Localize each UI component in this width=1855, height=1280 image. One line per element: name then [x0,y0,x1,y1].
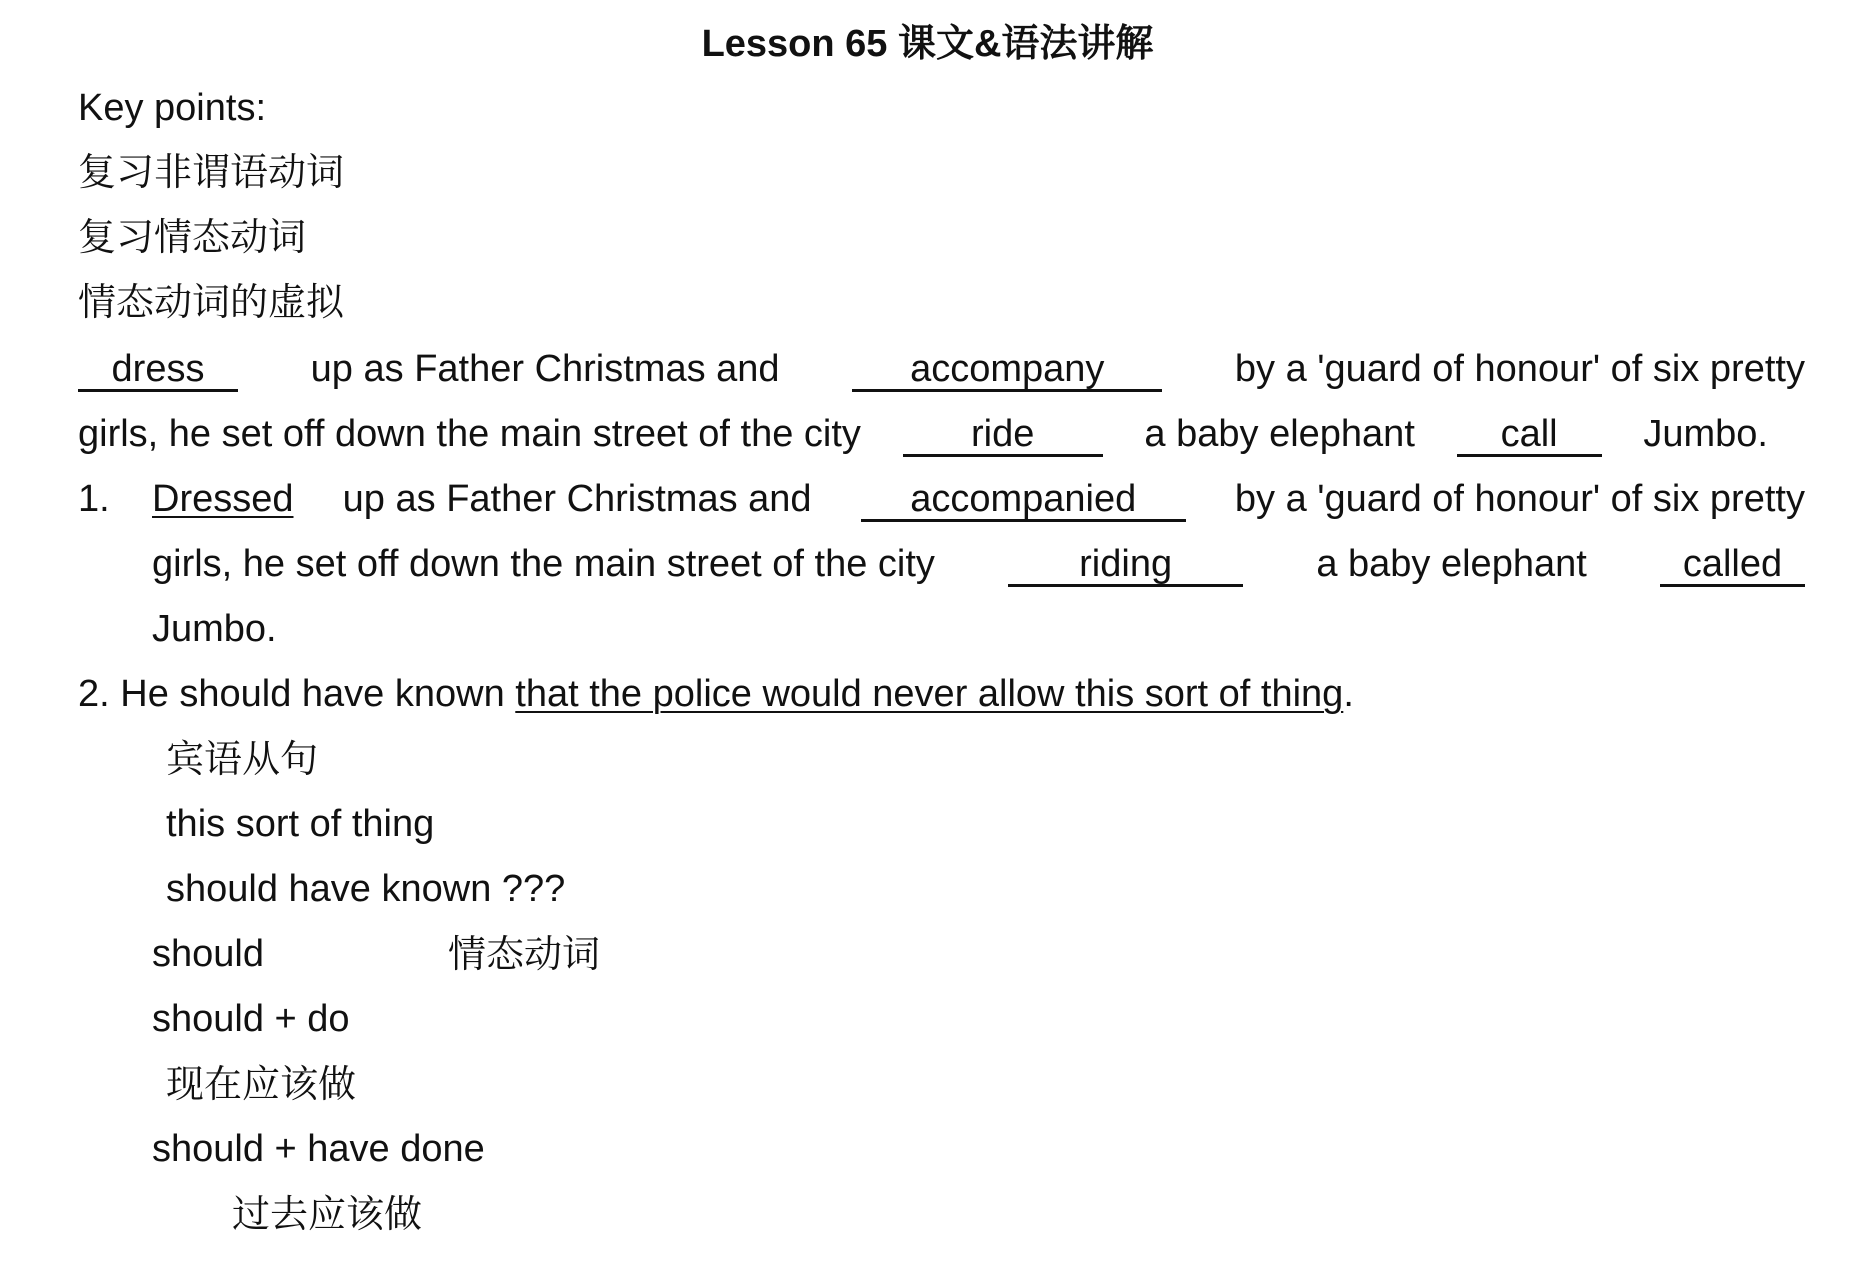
answer-text: up as Father Christmas and [342,478,812,520]
answer-word: Dressed [152,478,294,520]
answer-text: girls, he set off down the main street of the city [152,543,935,585]
key-point-item: 复习情态动词 [78,215,307,259]
note-line: should + have done [152,1128,485,1170]
note-line: should [152,933,264,975]
exercise-text: girls, he set off down the main street of the city [78,413,861,455]
note-line: 过去应该做 [232,1192,423,1236]
exercise-text: by a 'guard of honour' of six pretty [1234,348,1805,390]
exercise-text: a baby elephant [1144,413,1415,455]
answer2-suffix: . [1343,673,1354,715]
answer2-sentence [78,670,1354,718]
key-point-item: 情态动词的虚拟 [78,280,345,324]
exercise-blank: call [1457,414,1602,457]
exercise-text: up as Father Christmas and [310,348,780,390]
answer-blank: called [1660,544,1805,587]
key-points-label: Key points: [78,87,266,129]
lesson-title: Lesson 65 课文&语法讲解 [701,23,1154,65]
exercise-blank: ride [903,414,1103,457]
note-line: 情态动词 [448,932,601,976]
exercise-blank: dress [78,349,238,392]
answer1-line-1 [152,475,1805,523]
answer1-line-2 [152,540,1805,588]
exercise-line-1 [78,345,1805,393]
exercise-blank: accompany [852,349,1162,392]
answer-number: 1. [78,478,110,520]
key-point-item: 复习非谓语动词 [78,150,345,194]
note-line: should + do [152,998,350,1040]
note-line: should have known ??? [166,868,566,910]
exercise-text: Jumbo. [1643,413,1768,455]
answer-text: a baby elephant [1316,543,1587,585]
answer-blank: accompanied [861,479,1186,522]
note-line: 现在应该做 [166,1062,357,1106]
answer-text: by a 'guard of honour' of six pretty [1234,478,1805,520]
note-line: 宾语从句 [166,737,319,781]
answer2-underlined-clause: that the police would never allow this sort of thing [515,673,1344,715]
answer-blank: riding [1008,544,1243,587]
answer2-prefix: 2. He should have known [78,673,516,715]
exercise-line-2 [78,410,1768,458]
note-line: this sort of thing [166,803,435,845]
answer1-line-3: Jumbo. [152,608,277,650]
